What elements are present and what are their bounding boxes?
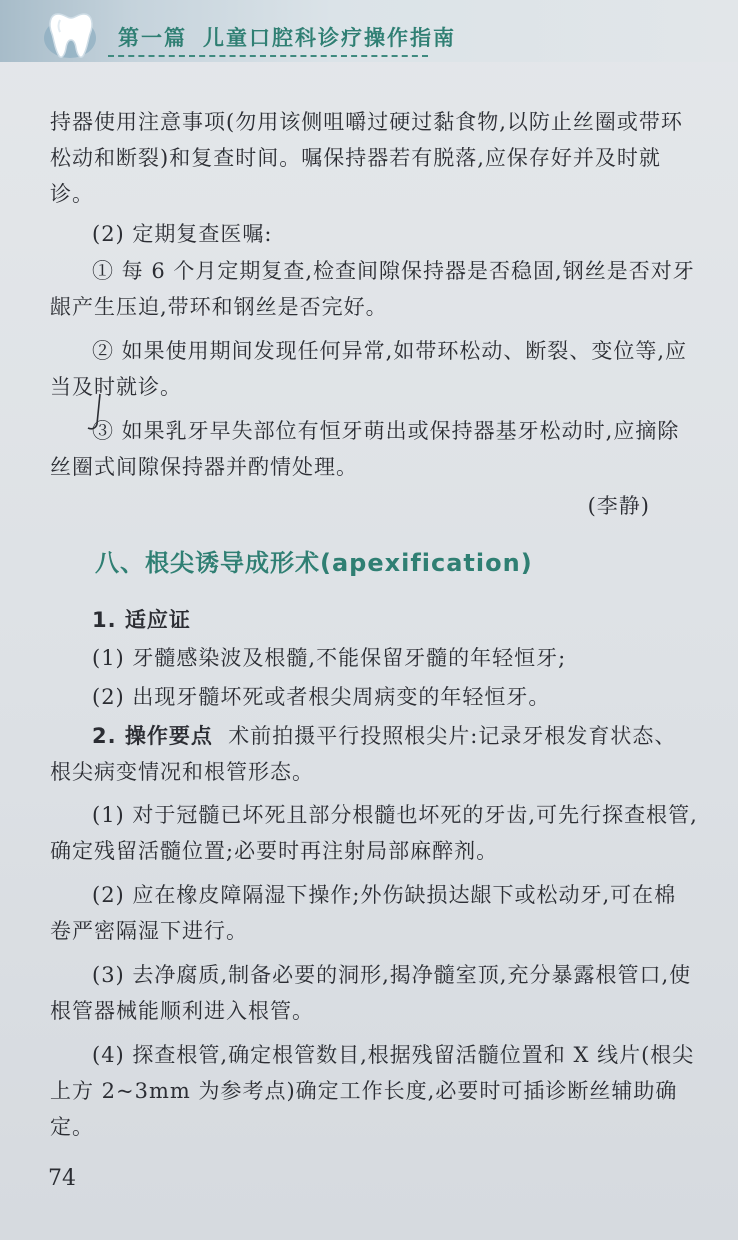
header-dashed-rule [108,55,428,57]
paragraph-recheck-1: ① 每 6 个月定期复查,检查间隙保持器是否稳固,钢丝是否对牙龈产生压迫,带环和钢丝是否完好。 [50,259,695,319]
indication-2: (2) 出现牙髓坏死或者根尖周病变的年轻恒牙。 [92,685,551,709]
paragraph-recheck-3: ③ 如果乳牙早失部位有恒牙萌出或保持器基牙松动时,应摘除丝圈式间隙保持器并酌情处理。 [50,419,680,479]
heading-indications: 1. 适应证 [92,608,191,632]
paragraph-recheck-2: ② 如果使用期间发现任何异常,如带环松动、断裂、变位等,应当及时就诊。 [50,339,688,399]
page-number: 74 [48,1166,76,1191]
book-title: 儿童口腔科诊疗操作指南 [203,26,456,50]
indication-1: (1) 牙髓感染波及根髓,不能保留牙髓的年轻恒牙; [92,646,567,670]
part-label: 第一篇 [118,26,187,50]
step-1: (1) 对于冠髓已坏死且部分根髓也坏死的牙齿,可先行探查根管,确定残留活髓位置;必要时再注射局部麻醉剂。 [50,803,698,863]
operation-points-text: 术前拍摄平行投照根尖片:记录牙根发育状态、根尖病变情况和根管形态。 [50,724,677,784]
running-head [118,22,456,52]
section-title: 八、根尖诱导成形术(apexification) [95,549,533,577]
heading-operation-points: 2. 操作要点 [92,724,213,748]
step-2: (2) 应在橡皮障隔湿下操作;外伤缺损达龈下或松动牙,可在棉卷严密隔湿下进行。 [50,883,677,943]
paragraph-maintainer-use: 持器使用注意事项(勿用该侧咀嚼过硬过黏食物,以防止丝圈或带环松动和断裂)和复查时间。嘱保持器若有脱落,应保存好并及时就诊。 [50,110,683,206]
step-4: (4) 探查根管,确定根管数目,根据残留活髓位置和 X 线片(根尖上方 2~3mm 为参考点)确定工作长度,必要时可插诊断丝辅助确定。 [50,1043,695,1139]
paragraph-recheck-heading: (2) 定期复查医嘱: [92,222,273,246]
author-credit: (李静) [587,494,650,518]
page-header [0,0,738,70]
pen-mark [80,392,110,438]
step-3: (3) 去净腐质,制备必要的洞形,揭净髓室顶,充分暴露根管口,使根管器械能顺利进入根管。 [50,963,692,1023]
paragraph-operation-points [50,718,698,790]
tooth-icon [40,4,102,62]
